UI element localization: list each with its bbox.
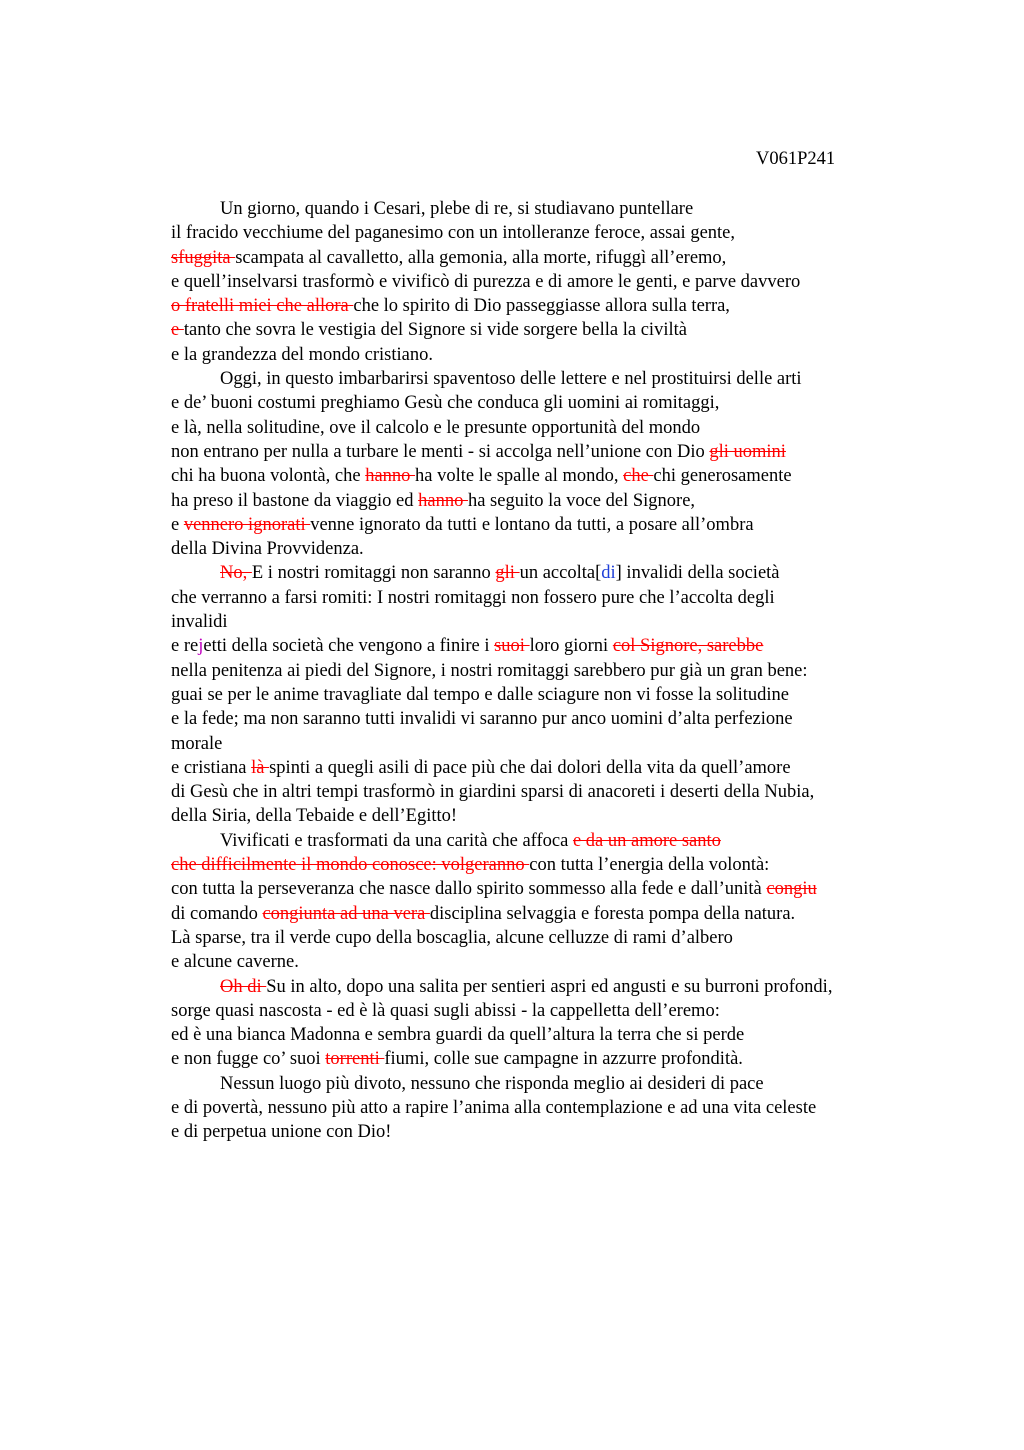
deleted-text: là (251, 757, 270, 778)
text-line (171, 1072, 931, 1096)
deleted-text: No, (220, 563, 252, 584)
deleted-text: che difficilmente il mondo conosce: volgeranno (171, 855, 530, 876)
text-line (171, 610, 931, 634)
text-segment: Un giorno, quando i Cesari, plebe di re, si studiavano puntellare (220, 199, 694, 219)
text-line (171, 902, 931, 926)
text-line (171, 1047, 931, 1071)
corrected-text: j (198, 636, 204, 657)
text-segment: ed è una bianca Madonna e sembra guardi da quell’altura la terra che si perde (171, 1025, 745, 1046)
deleted-text: e da un amore santo (572, 830, 721, 851)
text-line (171, 732, 931, 756)
text-segment: chi generosamente (653, 466, 792, 487)
text-segment: scampata al cavalletto, alla gemonia, alla morte, rifuggì all’eremo, (235, 247, 727, 268)
text-segment: sorge quasi nascosta - ed è là quasi sugli abissi - la cappelletta dell’eremo: (171, 1000, 720, 1021)
text-segment: e alcune caverne. (171, 952, 299, 973)
text-line (171, 561, 931, 585)
text-segment: Là sparse, tra il verde cupo della boscaglia, alcune celluzze di rami d’albero (171, 927, 733, 948)
deleted-text: e (171, 320, 184, 341)
text-line (171, 489, 931, 513)
text-segment: Vivificati e trasformati da una carità che affoca (220, 830, 573, 851)
text-segment: disciplina selvaggia e foresta pompa della natura. (429, 903, 796, 924)
text-line (171, 318, 931, 342)
text-segment: E i nostri romitaggi non saranno (251, 563, 496, 584)
text-line (171, 659, 931, 683)
text-segment: con tutta l’energia della volontà: (529, 855, 770, 876)
deleted-text: o fratelli miei che allora (171, 296, 354, 317)
text-segment: di comando (171, 903, 263, 924)
text-segment: loro giorni (529, 636, 613, 657)
text-segment: ] invalidi della società (615, 563, 780, 584)
deleted-text: suoi (494, 636, 530, 657)
text-line (171, 634, 931, 658)
text-line (171, 926, 931, 950)
text-line (171, 804, 931, 828)
text-line (171, 683, 931, 707)
text-line (171, 999, 931, 1023)
text-segment: e quell’inselvarsi trasformò e vivificò di purezza e di amore le genti, e parve davvero (171, 271, 801, 292)
text-line (171, 1120, 931, 1144)
text-segment: e di povertà, nessuno più atto a rapire l’anima alla contemplazione e ad una vita celeste (171, 1097, 817, 1118)
page-identifier: V061P241 (756, 149, 836, 169)
text-segment: della Divina Provvidenza. (171, 539, 364, 560)
text-line (171, 707, 931, 731)
text-line (171, 440, 931, 464)
text-segment: ha volte le spalle al mondo, (415, 466, 624, 487)
text-line (171, 416, 931, 440)
text-segment: venne ignorato da tutti e lontano da tutti, a posare all’ombra (310, 514, 754, 535)
text-segment: ha preso il bastone da viaggio ed (171, 490, 419, 511)
text-segment: invalidi (171, 612, 228, 633)
text-segment: che lo spirito di Dio passeggiasse allora sulla terra, (353, 296, 730, 317)
deleted-text: congiu (766, 879, 817, 900)
text-line (171, 367, 931, 391)
text-line (171, 586, 931, 610)
text-segment: guai se per le anime travagliate dal tempo e dalle sciagure non vi fosse la solitudine (171, 684, 789, 705)
text-line (171, 877, 931, 901)
text-segment: e di perpetua unione con Dio! (171, 1122, 392, 1143)
text-segment: chi ha buona volontà, che (171, 466, 366, 487)
deleted-text: che (623, 466, 654, 487)
text-line (171, 756, 931, 780)
text-segment: Su in alto, dopo una salita per sentieri aspri ed angusti e su burroni profondi, (266, 976, 833, 997)
text-segment: con tutta la perseveranza che nasce dallo spirito sommesso alla fede e dall’unità (171, 879, 767, 900)
text-line (171, 294, 931, 318)
text-segment: e là, nella solitudine, ove il calcolo e le presunte opportunità del mondo (171, 417, 701, 438)
deleted-text: torrenti (325, 1049, 385, 1070)
text-segment: etti della società che vengono a finire i (203, 636, 495, 657)
text-line (171, 975, 931, 999)
inserted-text: di (601, 563, 616, 584)
deleted-text: sfuggita (171, 247, 236, 268)
text-segment: che verranno a farsi romiti: I nostri romitaggi non fossero pure che l’accolta degli (171, 587, 775, 608)
text-segment: e (171, 514, 184, 535)
text-segment: fiumi, colle sue campagne in azzurre profondità. (384, 1049, 743, 1070)
text-segment: e cristiana (171, 757, 252, 778)
deleted-text: gli uomini (709, 441, 786, 462)
text-segment: e la grandezza del mondo cristiano. (171, 344, 433, 365)
text-line (171, 780, 931, 804)
deleted-text: Oh di (220, 976, 267, 997)
text-line (171, 464, 931, 488)
text-segment: un accolta[ (519, 563, 602, 584)
text-line (171, 221, 931, 245)
text-segment: morale (171, 733, 223, 754)
deleted-text: hanno (365, 466, 416, 487)
text-line (171, 513, 931, 537)
text-line (171, 950, 931, 974)
text-segment: e re (171, 636, 199, 657)
text-line (171, 853, 931, 877)
text-segment: ha seguito la voce del Signore, (467, 490, 696, 511)
deleted-text: col Signore, sarebbe (612, 636, 764, 657)
manuscript-text (171, 197, 931, 1145)
text-line (171, 391, 931, 415)
text-line (171, 246, 931, 270)
text-segment: spinti a quegli asili di pace più che dai dolori della vita da quell’amore (269, 757, 791, 778)
text-line (171, 829, 931, 853)
text-segment: e la fede; ma non saranno tutti invalidi vi saranno pur anco uomini d’alta perfezione (171, 709, 793, 730)
deleted-text: gli (495, 563, 520, 584)
text-segment: non entrano per nulla a turbare le menti - si accolga nell’unione con Dio (171, 441, 710, 462)
text-line (171, 1096, 931, 1120)
deleted-text: hanno (418, 490, 468, 511)
text-segment: nella penitenza ai piedi del Signore, i nostri romitaggi sarebbero pur già un gran bene: (171, 660, 808, 681)
text-segment: di Gesù che in altri tempi trasformò in giardini sparsi di anacoreti i deserti della Nubia, (171, 782, 815, 803)
text-line (171, 197, 931, 221)
text-line (171, 537, 931, 561)
text-segment: e non fugge co’ suoi (171, 1049, 326, 1070)
text-segment: della Siria, della Tebaide e dell’Egitto! (171, 806, 458, 827)
text-line (171, 270, 931, 294)
text-line (171, 343, 931, 367)
deleted-text: congiunta ad una vera (262, 903, 430, 924)
text-segment: Oggi, in questo imbarbarirsi spaventoso delle lettere e nel prostituirsi delle arti (220, 369, 802, 390)
text-segment: il fracido vecchiume del paganesimo con un intolleranze feroce, assai gente, (171, 223, 736, 244)
text-segment: Nessun luogo più divoto, nessuno che risponda meglio ai desideri di pace (220, 1073, 764, 1094)
deleted-text: vennero ignorati (183, 514, 311, 535)
text-line (171, 1023, 931, 1047)
text-segment: e de’ buoni costumi preghiamo Gesù che conduca gli uomini ai romitaggi, (171, 393, 720, 414)
text-segment: tanto che sovra le vestigia del Signore si vide sorgere bella la civiltà (183, 320, 687, 341)
